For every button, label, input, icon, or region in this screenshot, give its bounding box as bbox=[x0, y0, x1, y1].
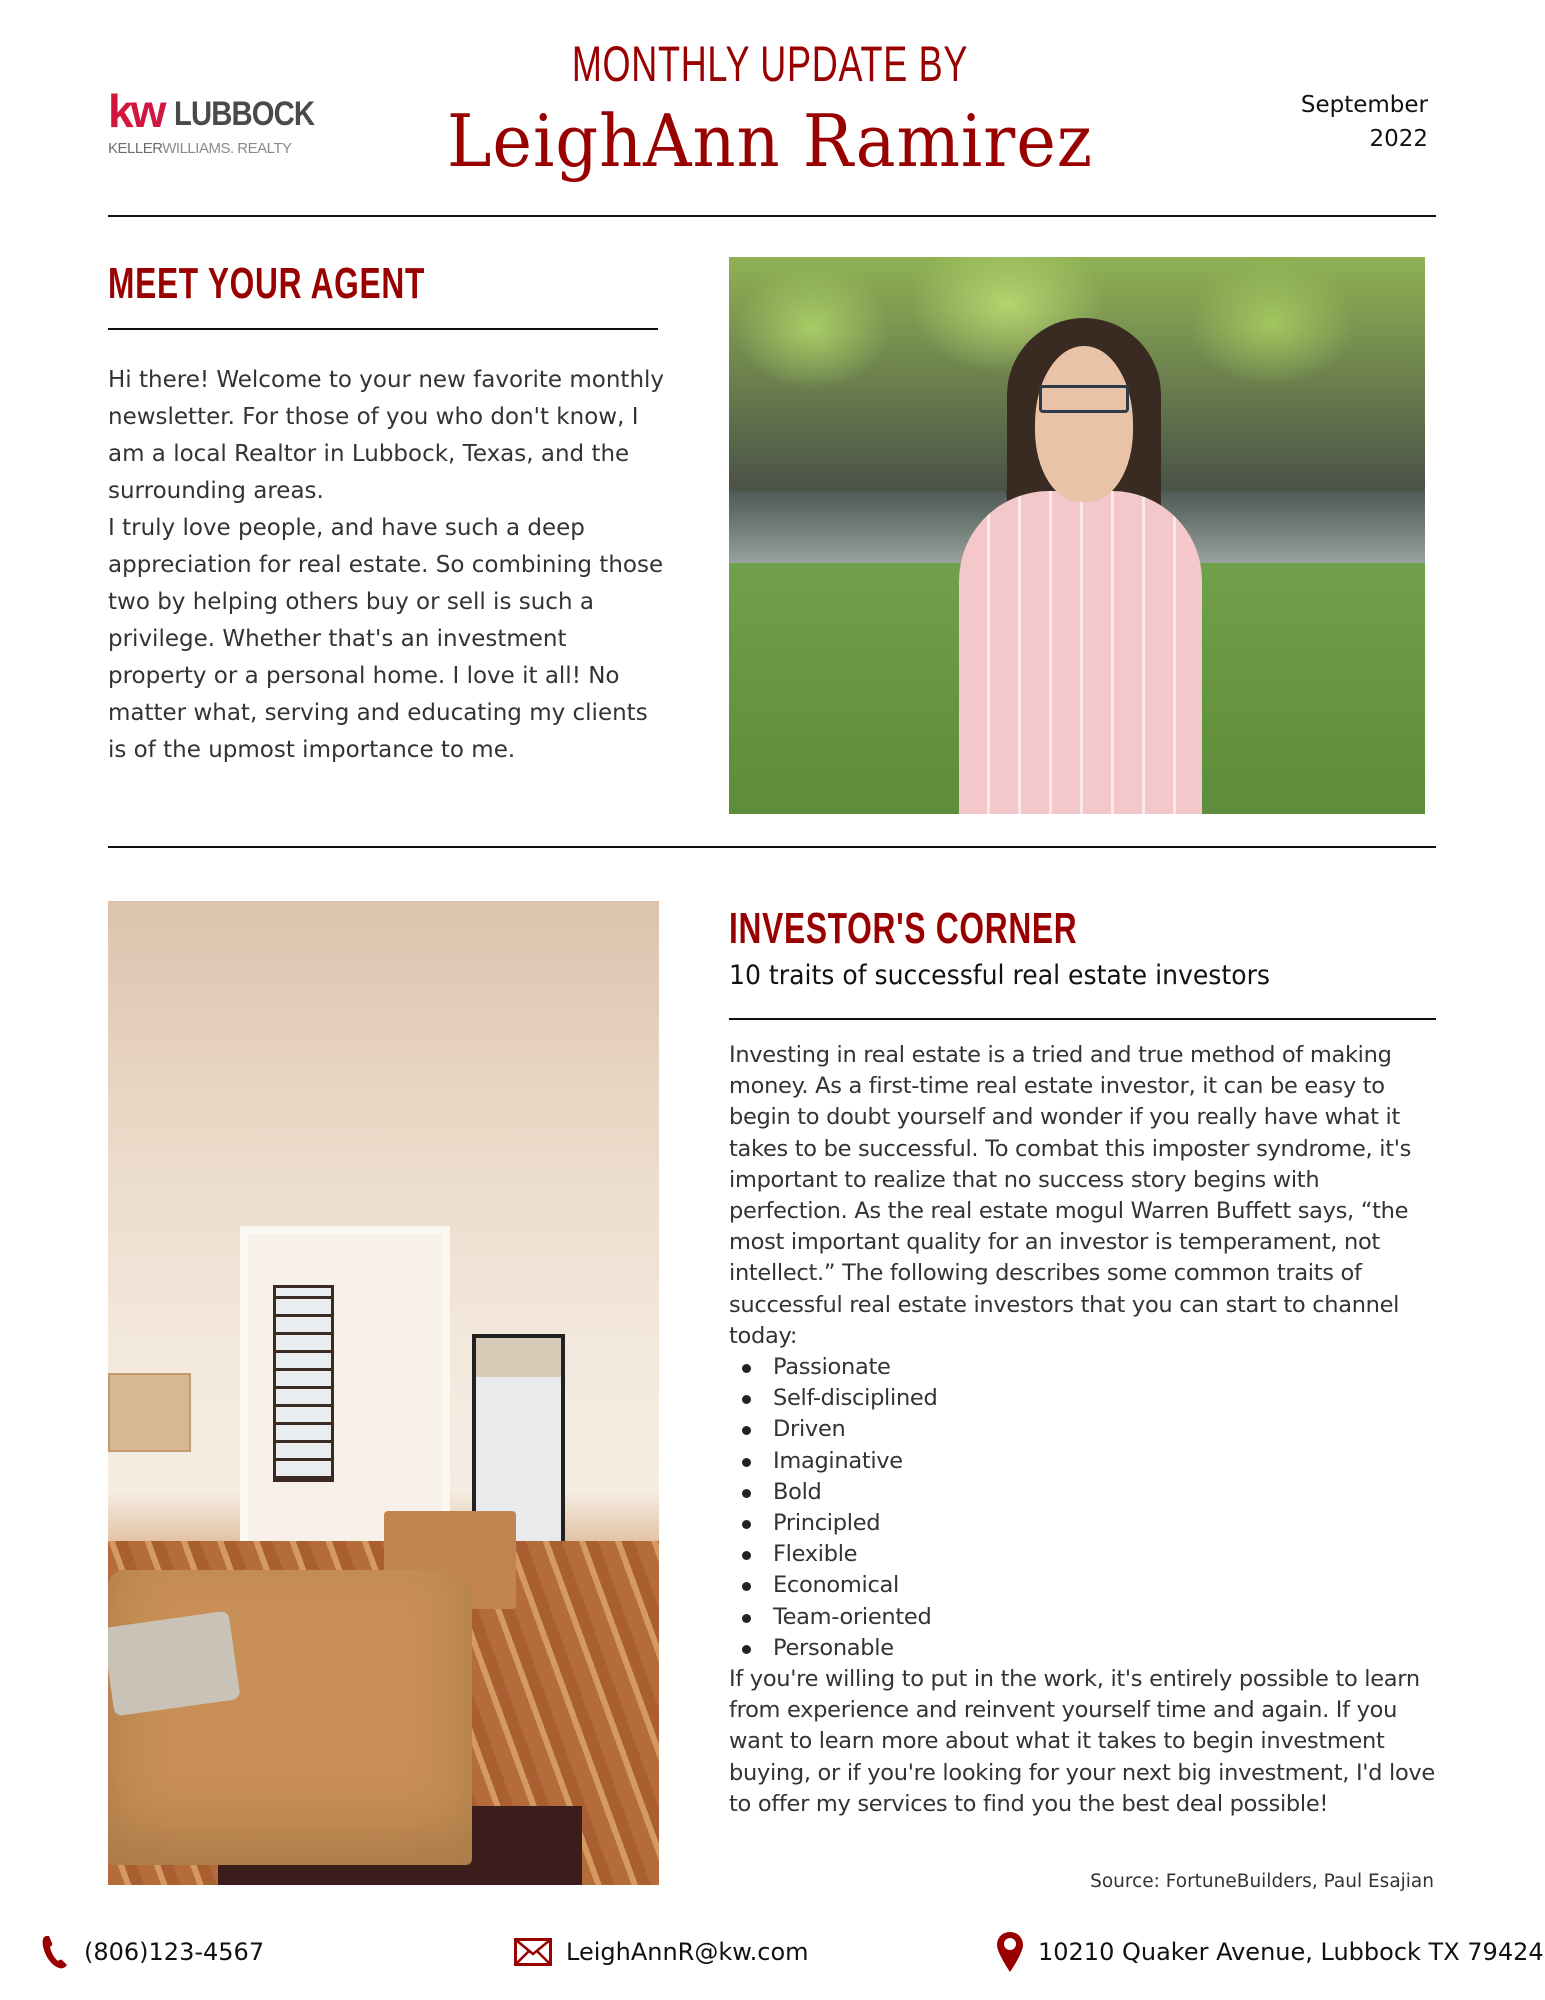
header-divider bbox=[108, 215, 1436, 217]
photo-glasses bbox=[1039, 385, 1129, 413]
logo-city: LUBBOCK bbox=[174, 95, 315, 133]
investors-intro: Investing in real estate is a tried and true method of making money. As a first-time real estate investor, it can be easy to begin to doubt yourself and wonder if you really have what it takes to be successful. To combat this imposter syndrome, it's important to realize that no success story begins with perfection. As the real estate mogul Warren Buffett says, “the most important quality for an investor is temperament, not intellect.” The following describes some common traits of successful real estate investors that you can start to channel today: bbox=[729, 1042, 1412, 1349]
phone-number[interactable]: (806)123-4567 bbox=[84, 1938, 265, 1966]
meet-agent-divider bbox=[108, 328, 658, 330]
trait-item: Imaginative bbox=[729, 1446, 1439, 1477]
investors-corner-heading: INVESTOR'S CORNER bbox=[729, 904, 1078, 953]
photo-face bbox=[1035, 346, 1132, 502]
trait-item: Economical bbox=[729, 1570, 1439, 1601]
living-room-photo bbox=[108, 901, 659, 1885]
kw-lubbock-logo bbox=[108, 85, 338, 158]
investors-corner-body bbox=[729, 1040, 1439, 1820]
issue-month: September bbox=[1300, 92, 1428, 118]
photo-sofa bbox=[108, 1570, 472, 1865]
traits-list bbox=[729, 1352, 1439, 1664]
photo-wall-art bbox=[108, 1373, 191, 1452]
agent-name-title: LeighAnn Ramirez bbox=[447, 99, 1093, 183]
meet-agent-paragraph-2: I truly love people, and have such a deep appreciation for real estate. So combining those two by helping others buy or sell is such a privilege. Whether that's an investment property or a personal home. I love it all! No matter what, serving and educating my clients is of the upmost importance to me. bbox=[108, 515, 664, 763]
investors-corner-divider bbox=[729, 1018, 1436, 1020]
logo-kw-mark: kw bbox=[108, 85, 164, 137]
investors-closing: If you're willing to put in the work, it's entirely possible to learn from experience and reinvent yourself time and again. If you want to learn more about what it takes to begin investment buying, or if you're looking for your next big investment, I'd love to offer my services to find you the best deal possible! bbox=[729, 1666, 1435, 1817]
section-divider bbox=[108, 846, 1436, 848]
map-pin-icon bbox=[996, 1931, 1024, 1973]
trait-item: Team-oriented bbox=[729, 1602, 1439, 1633]
envelope-icon bbox=[514, 1938, 552, 1966]
photo-window-left bbox=[273, 1285, 334, 1482]
newsletter-kicker: MONTHLY UPDATE BY bbox=[571, 36, 969, 92]
meet-your-agent-heading: MEET YOUR AGENT bbox=[108, 259, 426, 308]
issue-date bbox=[1301, 88, 1428, 156]
logo-brand-line bbox=[108, 140, 292, 157]
trait-item: Personable bbox=[729, 1633, 1439, 1664]
meet-agent-body bbox=[108, 362, 668, 769]
source-credit: Source: FortuneBuilders, Paul Esajian bbox=[1090, 1871, 1434, 1892]
email-address[interactable]: LeighAnnR@kw.com bbox=[566, 1938, 809, 1966]
phone-icon bbox=[40, 1934, 70, 1970]
meet-agent-paragraph-1: Hi there! Welcome to your new favorite monthly newsletter. For those of you who don't know, I am a local Realtor in Lubbock, Texas, and the surrounding areas. bbox=[108, 367, 665, 504]
street-address[interactable]: 10210 Quaker Avenue, Lubbock TX 79424 bbox=[1038, 1938, 1544, 1966]
footer-email[interactable] bbox=[514, 1932, 809, 1972]
trait-item: Principled bbox=[729, 1508, 1439, 1539]
footer-address[interactable] bbox=[996, 1932, 1544, 1972]
photo-dress bbox=[959, 491, 1203, 814]
investors-corner-subtitle: 10 traits of successful real estate investors bbox=[729, 960, 1270, 991]
trait-item: Self-disciplined bbox=[729, 1383, 1439, 1414]
issue-year: 2022 bbox=[1369, 126, 1428, 152]
logo-brand-bold: KELLER bbox=[108, 140, 163, 157]
logo-brand-rest: WILLIAMS. REALTY bbox=[162, 140, 292, 157]
trait-item: Driven bbox=[729, 1414, 1439, 1445]
photo-pillow bbox=[108, 1611, 240, 1716]
trait-item: Bold bbox=[729, 1477, 1439, 1508]
footer-phone[interactable] bbox=[40, 1932, 264, 1972]
agent-portrait-photo bbox=[729, 257, 1425, 814]
trait-item: Passionate bbox=[729, 1352, 1439, 1383]
trait-item: Flexible bbox=[729, 1539, 1439, 1570]
